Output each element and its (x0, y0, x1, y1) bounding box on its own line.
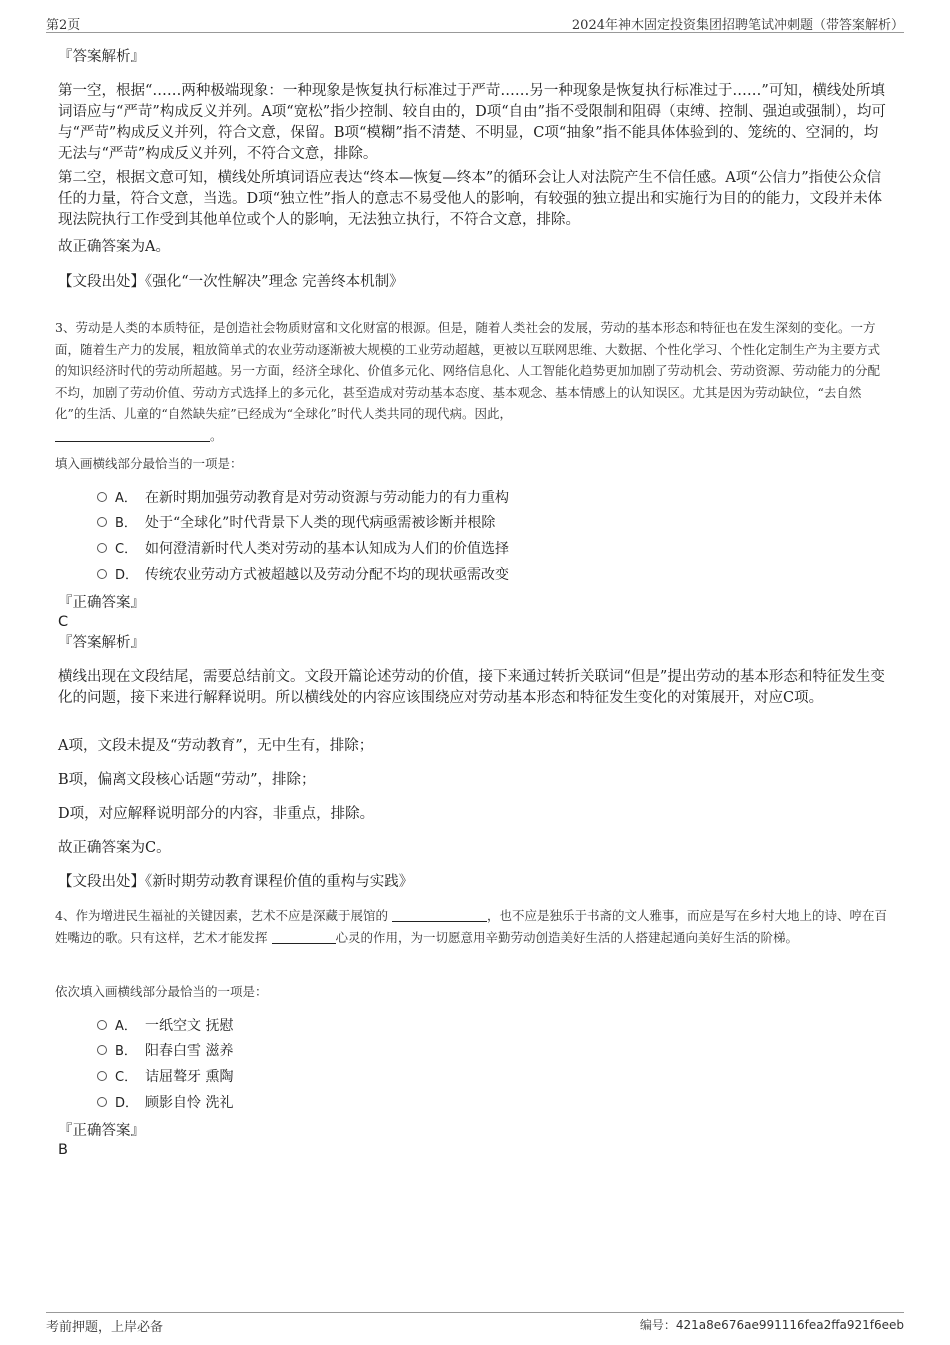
option-key: D． (115, 1096, 139, 1111)
q4-stem-part-c: 心灵的作用，为一切愿意用辛勤劳动创造美好生活的人搭建起通向美好生活的阶梯。 (335, 929, 799, 945)
q4-option-a[interactable] (97, 1017, 233, 1036)
q3-option-c[interactable] (97, 540, 509, 559)
q3-answer: C (58, 614, 69, 630)
option-text: 传统农业劳动方式被超越以及劳动分配不均的现状亟需改变 (145, 567, 509, 583)
option-text: 一纸空文 抚慰 (145, 1018, 234, 1034)
q3-conclusion: 故正确答案为C。 (58, 840, 171, 856)
footer-slogan: 考前押题，上岸必备 (46, 1320, 164, 1335)
q3-stem (55, 317, 888, 446)
option-text: 诘屈聱牙 熏陶 (145, 1069, 234, 1085)
q3-option-d[interactable] (97, 566, 509, 585)
q4-option-d[interactable] (97, 1094, 233, 1113)
q4-stem-part-b: ，也不应是独乐于书斋的文人雅事，而应是写在乡村大地上的诗、哼在百姓嘴边的歌。只有这样，艺术才能发挥 (55, 908, 887, 945)
page-number: 第2页 (46, 18, 81, 33)
q3-note-d: D项，对应解释说明部分的内容，非重点，排除。 (58, 806, 375, 822)
q2-analysis-p1: 第一空，根据“……两种极端现象：一种现象是恢复执行标准过于严苛……另一种现象是恢复执行标准过于……”可知，横线处所填词语应与“严苛”构成反义并列。A项“宽松”指少控制、较自由的，D项“自由”指不受限制和阻碍（束缚、控制、强迫或强制），均可与“严苛”构成反义并列，符合文意，保留。B项“模糊”指不清楚、不明显，C项“抽象”指不能具体体验到的、笼统的、空洞的，均无法与“严苛”构成反义并列，不符合文意，排除。 (58, 83, 886, 162)
option-key: A． (115, 1019, 137, 1034)
q4-answer-label: 『正确答案』 (58, 1123, 145, 1139)
q2-analysis-label: 『答案解析』 (58, 49, 145, 65)
q3-prompt: 填入画横线部分最恰当的一项是： (55, 456, 243, 471)
q3-note-b: B项，偏离文段核心话题“劳动”，排除； (58, 772, 316, 788)
option-key: D． (115, 568, 139, 583)
radio-icon[interactable] (97, 543, 107, 553)
radio-icon[interactable] (97, 569, 107, 579)
q3-blank (55, 429, 210, 442)
option-text: 如何澄清新时代人类对劳动的基本认知成为人们的价值选择 (145, 541, 509, 557)
q3-stem-text: 3、劳动是人类的本质特征，是创造社会物质财富和文化财富的根源。但是，随着人类社会的发展，劳动的基本形态和特征也在发生深刻的变化。一方面，随着生产力的发展，粗放简单式的农业劳动逐渐被大规模的工业劳动超越，更被以互联网思维、大数据、个性化学习、个性化定制生产为主要方式的知识经济时代的劳动所超越。另一方面，经济全球化、价值多元化、网络信息化、人工智能化趋势更加加剧了劳动机会、劳动资源、劳动能力的分配不均，加剧了劳动价值、劳动方式选择上的多元化，甚至造成对劳动基本态度、基本观念、基本情感上的认知误区。尤其是因为劳动缺位，“去自然化”的生活、儿童的“自然缺失症”已经成为“全球化”时代人类共同的现代病。因此， (55, 320, 881, 421)
radio-icon[interactable] (97, 517, 107, 527)
option-key: A． (115, 491, 137, 506)
q3-answer-label: 『正确答案』 (58, 595, 145, 611)
option-key: C． (115, 542, 138, 557)
page-header (46, 14, 904, 33)
option-text: 在新时期加强劳动教育是对劳动资源与劳动能力的有力重构 (145, 490, 509, 506)
q2-conclusion: 故正确答案为A。 (58, 239, 170, 255)
q3-analysis-p1: 横线出现在文段结尾，需要总结前文。文段开篇论述劳动的价值，接下来通过转折关联词“但是”提出劳动的基本形态和特征发生变化的问题，接下来进行解释说明。所以横线处的内容应该围绕应对劳动基本形态和特征发生变化的对策展开，对应C项。 (58, 669, 885, 706)
radio-icon[interactable] (97, 1071, 107, 1081)
q4-answer: B (58, 1142, 68, 1158)
radio-icon[interactable] (97, 1097, 107, 1107)
document-code: 编号：421a8e676ae991116fea2ffa921f6eeb (639, 1318, 904, 1332)
option-key: B． (115, 1044, 137, 1059)
page-footer (46, 1312, 904, 1335)
q3-note-a: A项，文段未提及“劳动教育”，无中生有，排除； (58, 738, 374, 754)
option-key: C． (115, 1070, 138, 1085)
radio-icon[interactable] (97, 1020, 107, 1030)
radio-icon[interactable] (97, 492, 107, 502)
q2-analysis-p2: 第二空，根据文意可知，横线处所填词语应表达“终本—恢复—终本”的循环会让人对法院产生不信任感。A项“公信力”指使公众信任的力量，符合文意，当选。D项“独立性”指人的意志不易受他人的影响，有较强的独立提出和实施行为目的的能力，文段并未体现法院执行工作受到其他单位或个人的影响，无法独立执行，不符合文意，排除。 (58, 170, 882, 228)
q4-blank-1 (392, 909, 487, 922)
q3-analysis-label: 『答案解析』 (58, 635, 145, 651)
q4-stem (55, 905, 888, 948)
q3-option-b[interactable] (97, 514, 495, 533)
option-text: 处于“全球化”时代背景下人类的现代病亟需被诊断并根除 (145, 515, 496, 531)
q3-source: 【文段出处】《新时期劳动教育课程价值的重构与实践》 (58, 874, 414, 890)
q3-stem-end: 。 (210, 427, 223, 443)
document-title: 2024年神木固定投资集团招聘笔试冲刺题（带答案解析） (571, 18, 904, 33)
radio-icon[interactable] (97, 1045, 107, 1055)
q4-stem-part-a: 4、作为增进民生福祉的关键因素，艺术不应是深藏于展馆的 (55, 908, 388, 923)
q4-blank-2 (272, 931, 336, 944)
q4-option-c[interactable] (97, 1068, 233, 1087)
q3-option-a[interactable] (97, 489, 509, 508)
option-key: B． (115, 516, 137, 531)
option-text: 顾影自怜 洗礼 (145, 1095, 234, 1111)
q4-prompt: 依次填入画横线部分最恰当的一项是： (55, 984, 268, 999)
option-text: 阳春白雪 滋养 (145, 1043, 234, 1059)
q4-option-b[interactable] (97, 1042, 233, 1061)
q2-source: 【文段出处】《强化“一次性解决”理念 完善终本机制》 (58, 274, 404, 290)
